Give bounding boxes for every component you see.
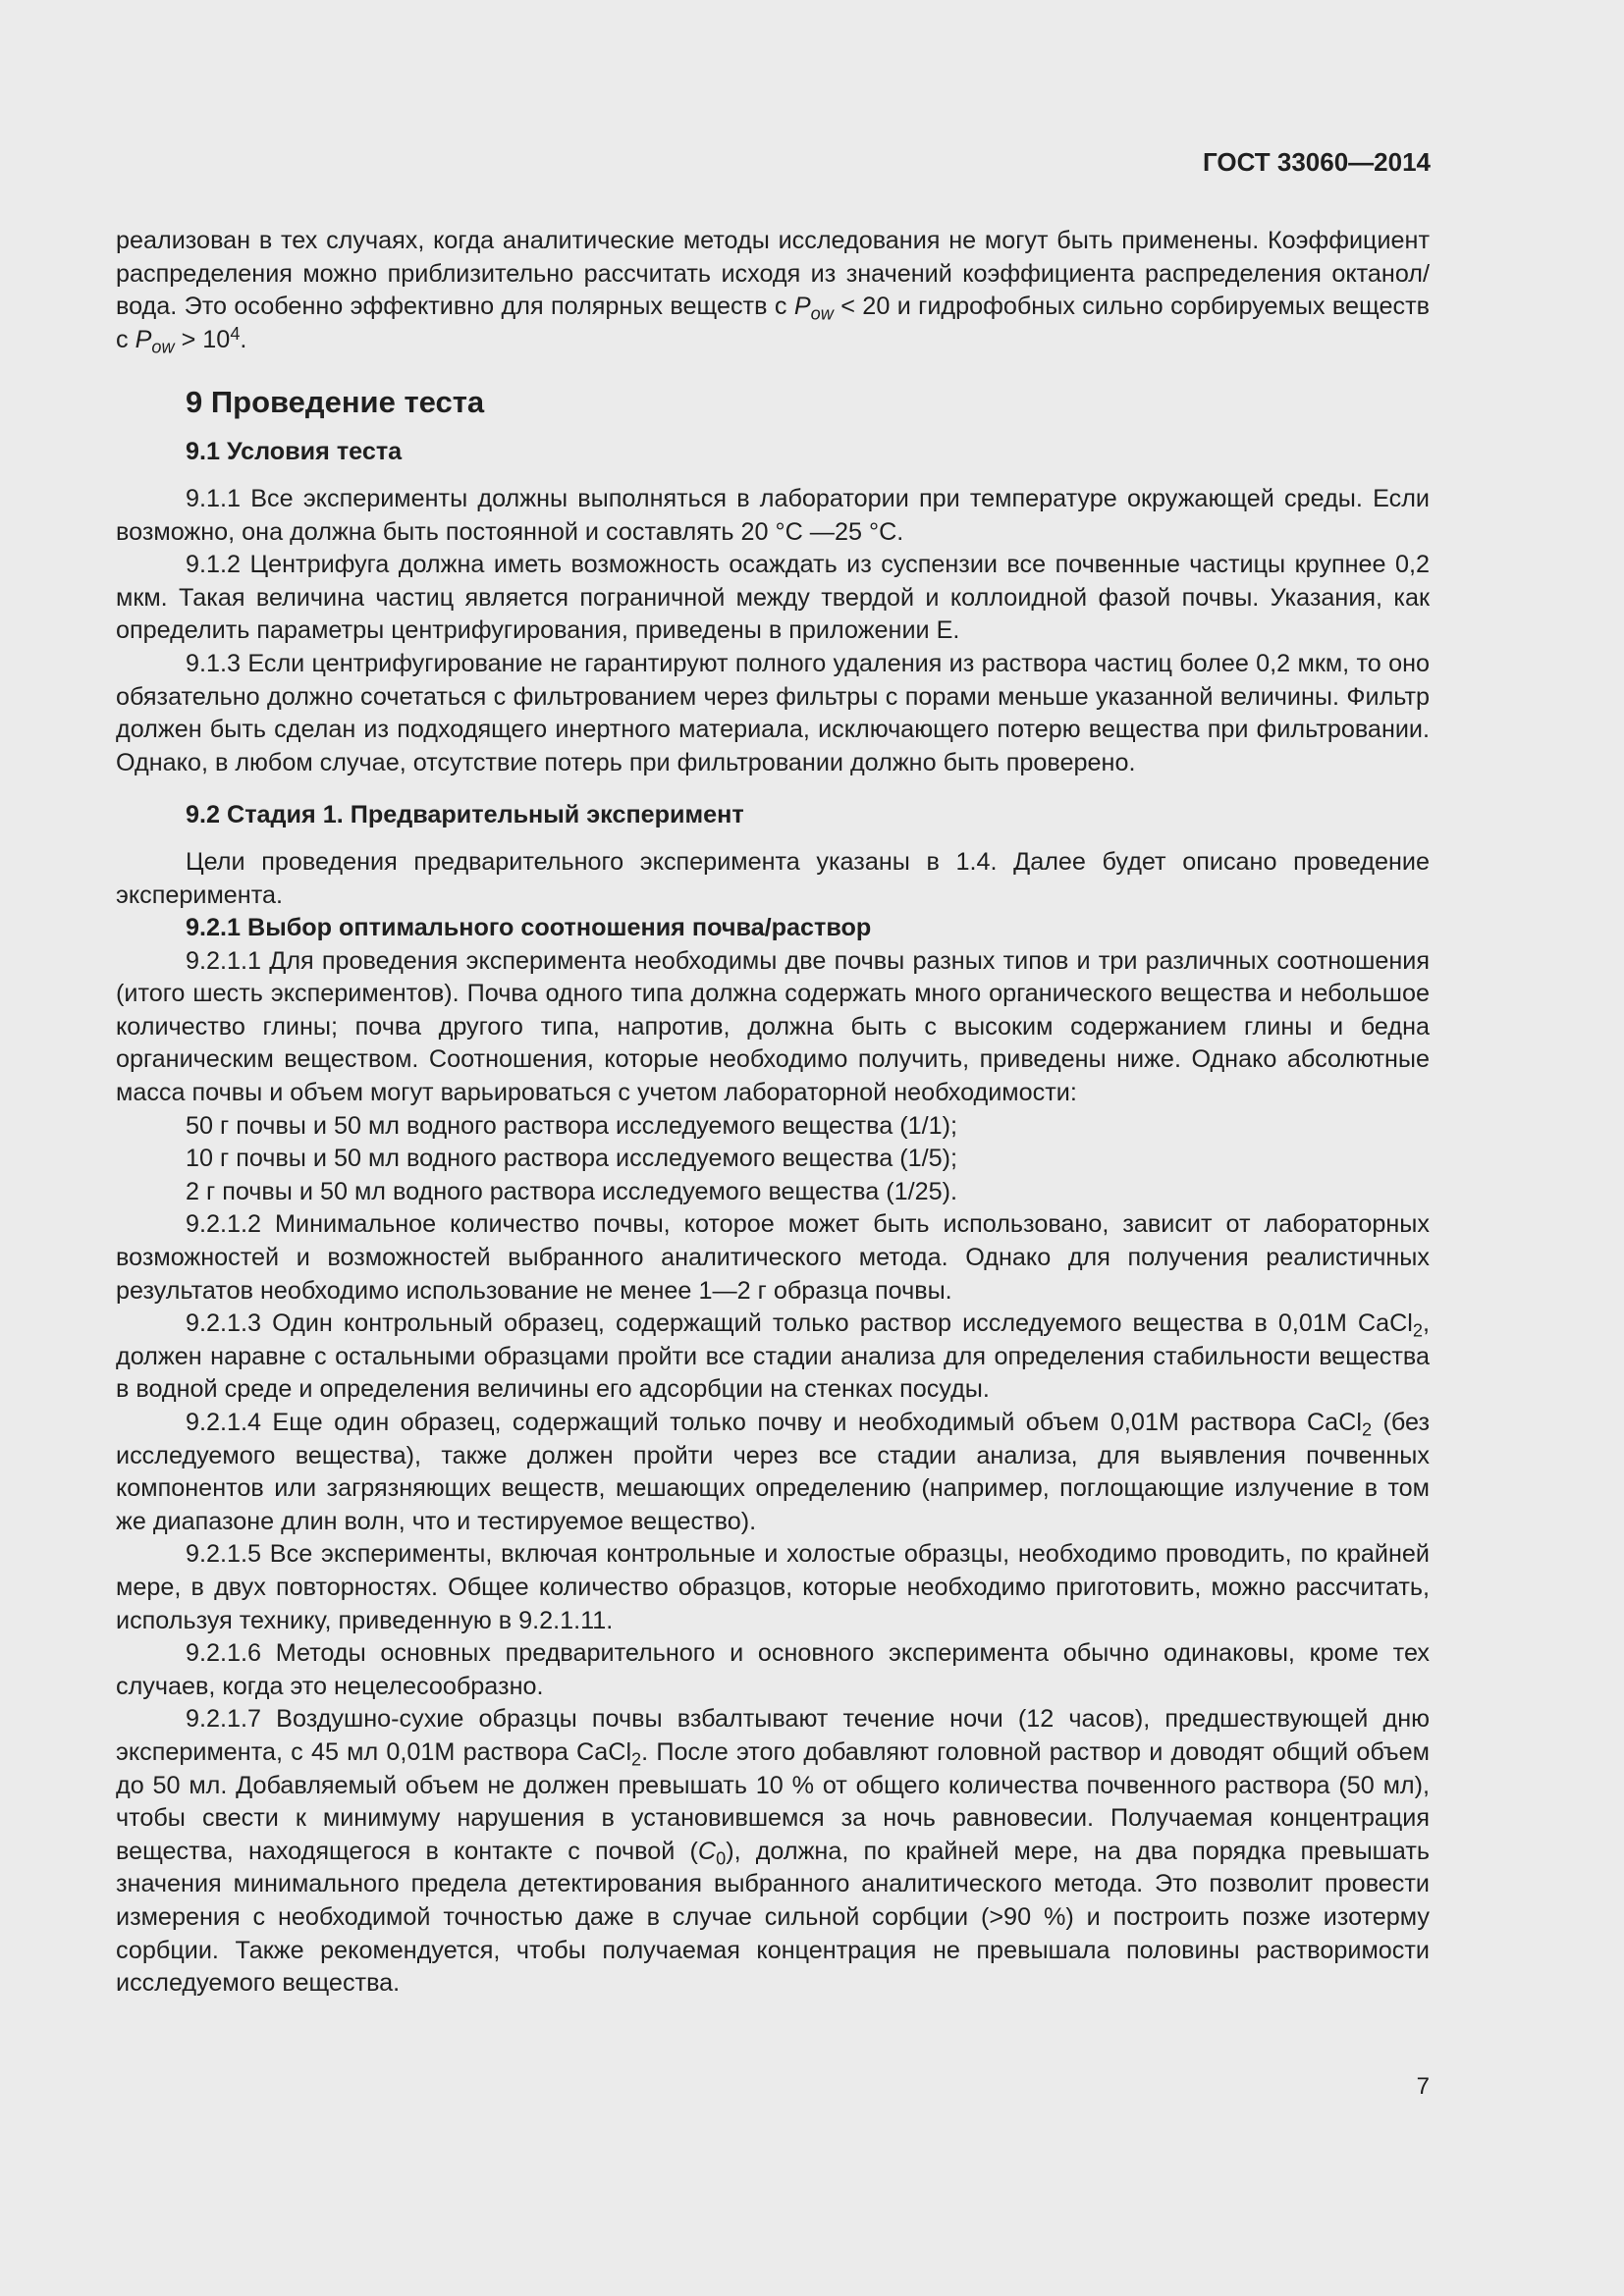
paragraph-9-2-intro: Цели проведения предварительного эксперимента указаны в 1.4. Далее будет описано проведение эксперимента.	[116, 847, 1430, 909]
paragraph-9-2-1-6: 9.2.1.6 Методы основных предварительного и основного эксперимента обычно одинаковы, кроме тех случаев, когда это нецелесообразно.	[116, 1639, 1430, 1700]
paragraph-9-2-1-3: 9.2.1.3 Один контрольный образец, содержащий только раствор исследуемого вещества в 0,01М CaCl$_2$, должен наравне с остальными образцами пройти все стадии анализа для определения стабильности вещества в водной среде и определения величины его адсорбции на стенках посуды.	[116, 1309, 1430, 1404]
section-9-1-heading: 9.1 Условия теста	[186, 438, 403, 466]
section-9-heading: 9 Проведение теста	[186, 385, 485, 420]
paragraph-9-2-1-1: 9.2.1.1 Для проведения эксперимента необходимы две почвы разных типов и три различных соотношения (итого шесть экспериментов). Почва одного типа должна содержать много органического вещества и небольшое количество глины; почва другого типа, напротив, должна быть с высоким содержанием глины и бедна органическим веществом. Соотношения, которые необходимо получить, приведены ниже. Однако абсолютные масса почвы и объем могут варьироваться с учетом лабораторной необходимости:	[116, 946, 1430, 1107]
section-9-2-1-heading: 9.2.1 Выбор оптимального соотношения почва/раствор	[186, 914, 872, 942]
ratio-list-item-1: 50 г почвы и 50 мл водного раствора исследуемого вещества (1/1);	[186, 1111, 958, 1140]
intro-paragraph: реализован в тех случаях, когда аналитические методы исследования не могут быть применены. Коэффициент распределения можно приблизительно рассчитать исходя из значений коэффициента распределения октанол/вода. Это особенно эффективно для полярных веществ с $P_{ow} < 20$ и гидрофобных сильно сорбируемых веществ с $P_{ow} > 10^4$.	[116, 227, 1430, 357]
paragraph-9-2-1-4: 9.2.1.4 Еще один образец, содержащий только почву и необходимый объем 0,01М раствора CaCl$_2$ (без исследуемого вещества), также должен пройти через все стадии анализа, для выявления почвенных компонентов или загрязняющих веществ, мешающих определению (например, поглощающие излучение в том же диапазоне длин волн, что и тестируемое вещество).	[116, 1409, 1430, 1535]
paragraph-9-2-1-5: 9.2.1.5 Все эксперименты, включая контрольные и холостые образцы, необходимо проводить, по крайней мере, в двух повторностях. Общее количество образцов, которые необходимо приготовить, можно рассчитать, используя технику, приведенную в 9.2.1.11.	[116, 1540, 1430, 1634]
paragraph-9-2-1-7: 9.2.1.7 Воздушно-сухие образцы почвы взбалтывают течение ночи (12 часов), предшествующей дню эксперимента, с 45 мл 0,01М раствора CaCl$_2$. После этого добавляют головной раствор и доводят общий объем до 50 мл. Добавляемый объем не должен превышать 10 % от общего количества почвенного раствора (50 мл), чтобы свести к минимуму нарушения в установившемся за ночь равновесии. Получаемая концентрация вещества, находящегося в контакте с почвой $(C_0)$, должна, по крайней мере, на два порядка превышать значения минимального предела детектирования выбранного аналитического метода. Это позволит провести измерения с необходимой точностью даже в случае сильной сорбции (>90 %) и построить позже изотерму сорбции. Также рекомендуется, чтобы получаемая концентрация не превышала половины растворимости исследуемого вещества.	[116, 1705, 1431, 1998]
paragraph-9-1-1: 9.1.1 Все эксперименты должны выполняться в лаборатории при температуре окружающей среды. Если возможно, она должна быть постоянной и составлять 20 °С —25 °С.	[116, 484, 1430, 546]
page-number: 7	[1416, 2073, 1430, 2100]
paragraph-9-1-2: 9.1.2 Центрифуга должна иметь возможность осаждать из суспензии все почвенные частицы крупнее 0,2 мкм. Такая величина частиц является пограничной между твердой и коллоидной фазой почвы. Указания, как определить параметры центрифугирования, приведены в приложении Е.	[116, 551, 1430, 645]
ratio-list-item-3: 2 г почвы и 50 мл водного раствора исследуемого вещества (1/25).	[186, 1177, 958, 1205]
paragraph-9-2-1-2: 9.2.1.2 Минимальное количество почвы, которое может быть использовано, зависит от лабораторных возможностей и возможностей выбранного аналитического метода. Однако для получения реалистичных результатов необходимо использование не менее 1—2 г образца почвы.	[116, 1210, 1430, 1305]
paragraph-9-1-3: 9.1.3 Если центрифугирование не гарантируют полного удаления из раствора частиц более 0,2 мкм, то оно обязательно должно сочетаться с фильтрованием через фильтры с порами меньше указанной величины. Фильтр должен быть сделан из подходящего инертного материала, исключающего потерю вещества при фильтровании. Однако, в любом случае, отсутствие потерь при фильтровании должно быть проверено.	[116, 649, 1430, 776]
document-code: ГОСТ 33060—2014	[1203, 147, 1431, 177]
ratio-list-item-2: 10 г почвы и 50 мл водного раствора исследуемого вещества (1/5);	[186, 1145, 958, 1173]
page-content	[116, 225, 1430, 2001]
section-9-2-heading: 9.2 Стадия 1. Предварительный эксперимент	[186, 801, 744, 829]
